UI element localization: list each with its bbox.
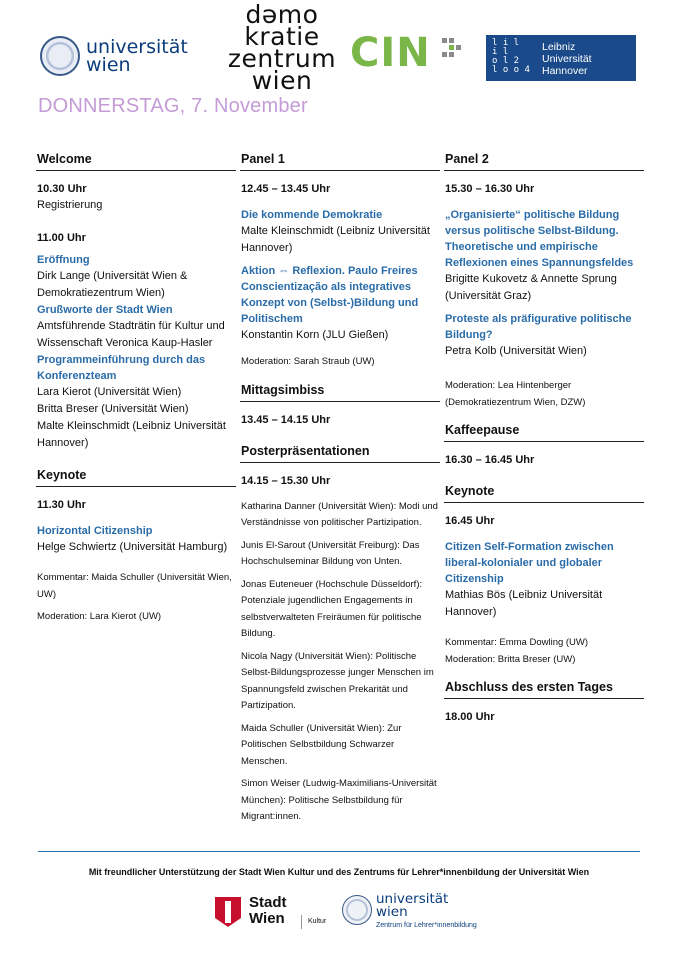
univie2-logo-line: universität: [376, 891, 449, 907]
leibniz-universitaet-logo: [486, 35, 636, 81]
dzw-logo-line: wien: [251, 66, 313, 95]
cino-logo: [350, 32, 468, 74]
speaker-text: Konstantin Korn (JLU Gießen): [241, 329, 389, 341]
section-header-panel2: Panel 2: [444, 150, 644, 171]
university-seal-icon: [342, 895, 372, 925]
footer-divider: [38, 851, 640, 852]
poster-item: Katharina Danner (Universität Wien): Modi und Verständnisse von politischer Partizipation.: [241, 500, 438, 528]
session-title: Aktion ⇔ Reflexion. Paulo Freires Conscientização als integratives Konzept von (Selbst-)Bildung und Politischem: [241, 265, 419, 325]
speaker-text: Mathias Bös (Leibniz Universität Hannover): [445, 589, 603, 618]
dzw-logo-line: kratie: [244, 22, 320, 51]
session-title: Programmeinführung durch das Konferenzteam: [37, 354, 206, 382]
time-label: 15.30 – 16.30 Uhr: [445, 183, 535, 195]
speaker-text: Helge Schwiertz (Universität Hamburg): [37, 541, 228, 553]
luh-logo-line: Hannover: [542, 65, 588, 77]
stadt-logo-line: Wien: [249, 910, 285, 927]
time-label: 16.30 – 16.45 Uhr: [445, 454, 535, 466]
speaker-text: Dirk Lange (Universität Wien & Demokratiezentrum Wien): [37, 270, 188, 299]
moderation-text: Moderation: Sarah Straub (UW): [241, 356, 375, 367]
time-label: 18.00 Uhr: [445, 711, 495, 723]
poster-item: Nicola Nagy (Universität Wien): Politische Selbst-Bildungsprozesse junger Menschen im Spannungsfeld zwischen Prekarität und Partizipation.: [241, 650, 434, 711]
section-header-keynote: Keynote: [444, 482, 644, 503]
section-header-lunch: Mittagsimbiss: [240, 381, 440, 402]
session-title: Horizontal Citizenship: [37, 525, 153, 537]
speaker-text: Petra Kolb (Universität Wien): [445, 345, 587, 357]
luh-mark-icon: l i l i l o l 2 l o o 4: [492, 38, 530, 75]
universitaet-wien-logo: [40, 36, 188, 82]
dzw-logo-line: zentrum: [227, 44, 337, 73]
moderation-text: Moderation: Britta Breser (UW): [445, 653, 576, 665]
footer-support-text: Mit freundlicher Unterstützung der Stadt Wien Kultur und des Zentrums für Lehrer*innenbildung der Universität Wien: [88, 867, 590, 877]
time-label: 12.45 – 13.45 Uhr: [241, 183, 331, 195]
column-welcome: [36, 150, 236, 626]
section-header-keynote: Keynote: [36, 466, 236, 487]
moderation-text: Moderation: Lea Hintenberger (Demokratiezentrum Wien, DZW): [445, 380, 586, 408]
poster-item: Jonas Euteneuer (Hochschule Düsseldorf): Potenziale jugendlichen Engagements in selbstverwalteten Freiräumen für politische Bildung.: [241, 578, 423, 639]
speaker-text: Amtsführende Stadträtin für Kultur und Wissenschaft Veronica Kaup-Hasler: [37, 320, 225, 349]
moderation-text: Moderation: Lara Kierot (UW): [37, 611, 162, 622]
time-label: 10.30 Uhr: [37, 183, 87, 195]
comment-text: Kommentar: Maida Schuller (Universität Wien, UW): [37, 572, 232, 600]
session-title: Eröffnung: [37, 254, 90, 266]
registration-text: Registrierung: [37, 199, 103, 211]
session-title: Proteste als präfigurative politische Bildung?: [445, 313, 632, 341]
session-title: „Organisierte“ politische Bildung versus politische Selbst-Bildung. Theoretische und empirische Reflexionen eines Spannungsfeldes: [445, 209, 634, 269]
page-title: DONNERSTAG, 7. November: [38, 95, 308, 117]
demokratiezentrum-logo: [222, 0, 342, 96]
section-header-coffee: Kaffeepause: [444, 421, 644, 442]
time-label: 11.30 Uhr: [37, 499, 86, 511]
speaker-text: Malte Kleinschmidt (Leibniz Universität Hannover): [37, 420, 226, 449]
section-header-panel1: Panel 1: [240, 150, 440, 171]
speaker-text: Brigitte Kukovetz & Annette Sprung (Universität Graz): [445, 273, 617, 302]
poster-item: Junis El-Sarout (Universität Freiburg): Das Hochschulseminar Bildung von Unten.: [241, 539, 420, 567]
time-label: 14.15 – 15.30 Uhr: [241, 474, 331, 487]
kultur-label: Kultur: [301, 915, 326, 929]
section-header-welcome: Welcome: [36, 150, 236, 171]
luh-logo-line: Leibniz: [542, 41, 576, 53]
stadt-logo-line: Stadt: [249, 894, 287, 911]
session-title: Grußworte der Stadt Wien: [37, 304, 173, 316]
speaker-text: Lara Kierot (Universität Wien): [37, 386, 182, 398]
wien-shield-icon: [215, 897, 241, 927]
univie-logo-line2: wien: [86, 54, 131, 76]
poster-item: Simon Weiser (Ludwig-Maximilians-Universität München): Politische Selbstbildung für Migrant:innen.: [241, 778, 437, 822]
university-seal-icon: [40, 36, 80, 76]
comment-text: Kommentar: Emma Dowling (UW): [445, 637, 589, 648]
speaker-text: Britta Breser (Universität Wien): [37, 403, 189, 415]
poster-item: Maida Schuller (Universität Wien): Zur Politischen Selbstbildung Schwarzer Menschen.: [241, 722, 402, 767]
speaker-text: Malte Kleinschmidt (Leibniz Universität Hannover): [241, 225, 430, 254]
session-title: Die kommende Demokratie: [241, 209, 383, 221]
section-header-closing: Abschluss des ersten Tages: [444, 678, 644, 699]
dzw-logo-line: dəmo: [245, 0, 319, 29]
time-label: 13.45 – 14.15 Uhr: [241, 413, 331, 426]
session-title: Citizen Self-Formation zwischen liberal-kolonialer und globaler Citizenship: [445, 541, 614, 585]
univie2-subtitle: Zentrum für Lehrer*innenbildung: [376, 922, 477, 929]
univie-logo-line1: universität: [86, 36, 188, 58]
univie-zlb-logo: [342, 893, 482, 935]
stadt-wien-logo: [213, 895, 333, 935]
luh-logo-line: Universität: [542, 53, 592, 65]
section-header-posters: Posterpräsentationen: [240, 442, 440, 463]
time-label: 11.00 Uhr: [37, 232, 86, 244]
cino-logo-text: CIN: [350, 30, 431, 76]
cino-dots-icon: [442, 38, 464, 60]
univie2-logo-line: wien: [376, 904, 408, 920]
column-panel2: [444, 150, 644, 725]
time-label: 16.45 Uhr: [445, 515, 495, 527]
column-panel1: [240, 150, 440, 826]
